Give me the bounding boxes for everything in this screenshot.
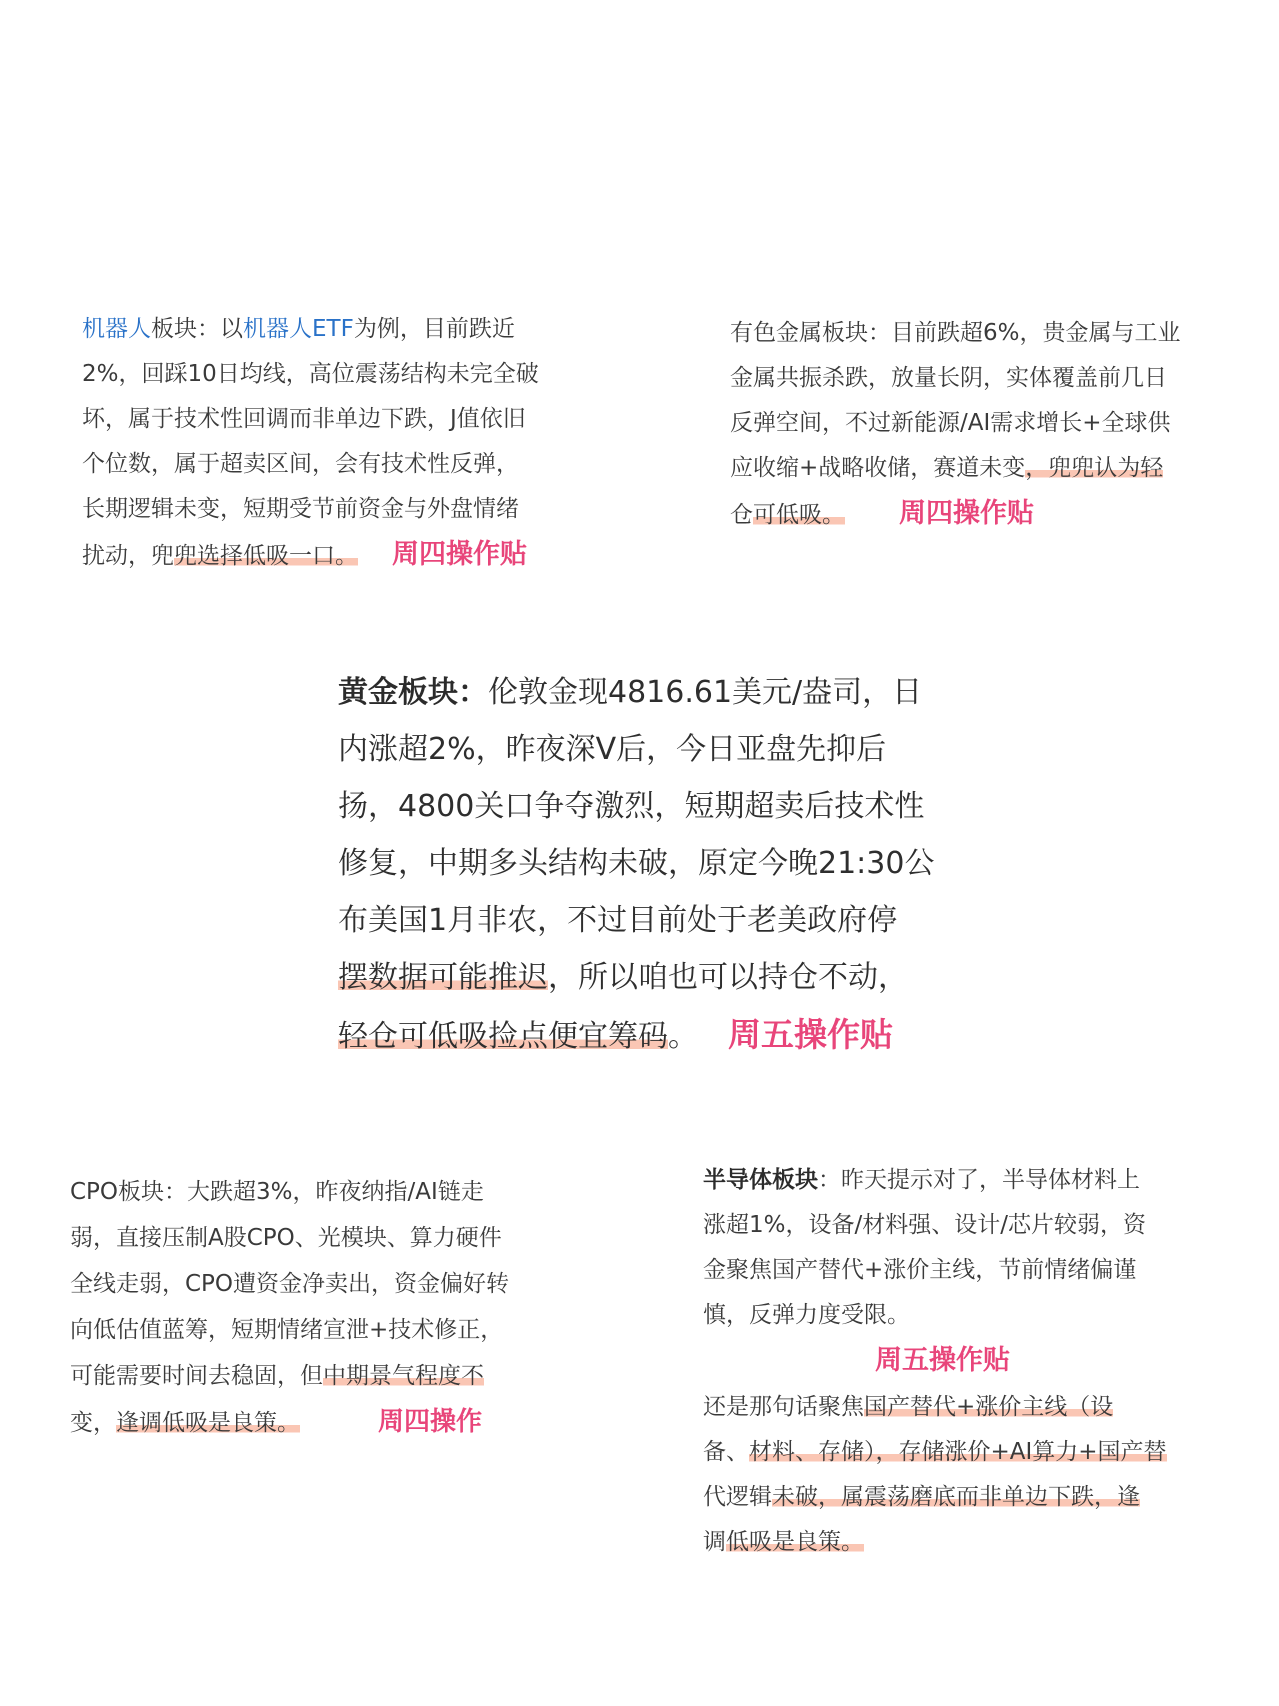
gold-line-4: 修复，中期多头结构未破，原定今晚21:30公 — [338, 846, 935, 881]
metal-sector-card — [730, 311, 1250, 538]
gold-title: 黄金板块： — [338, 675, 488, 710]
metal-highlight-2: 可低吸。 — [753, 502, 845, 528]
semi-line-4: 慎，反弹力度受限。 — [703, 1302, 910, 1328]
gold-line-7: 轻仓可低吸捡点便宜筹码。 周五操作贴 — [338, 1006, 978, 1065]
robot-line-2: 2%，回踩10日均线，高位震荡结构未完全破 — [82, 361, 539, 387]
metal-line-4: 应收缩+战略收储，赛道未变，兜兜认为轻 — [730, 455, 1164, 481]
cpo-line-5: 可能需要时间去稳固，但中期景气程度不 — [70, 1363, 484, 1389]
gold-line-6: 摆数据可能推迟，所以咱也可以持仓不动， — [338, 960, 908, 995]
gold-line-3: 扬，4800关口争夺激烈，短期超卖后技术性 — [338, 789, 925, 824]
cpo-line-2: 弱，直接压制A股CPO、光模块、算力硬件 — [70, 1225, 502, 1251]
semi-line-1: 半导体板块：昨天提示对了，半导体材料上 — [703, 1167, 1140, 1193]
robot-line-1: 机器人板块：以机器人ETF为例，目前跌近 — [82, 316, 515, 342]
robot-tag: 周四操作贴 — [392, 539, 527, 570]
semi-line-3: 金聚焦国产替代+涨价主线，节前情绪偏谨 — [703, 1257, 1137, 1283]
semi-highlight-4: 低吸是良策。 — [726, 1529, 864, 1555]
cpo-tag: 周四操作 — [378, 1407, 483, 1437]
semi-highlight-1: 国产替代+涨价主线（设 — [864, 1394, 1114, 1420]
gold-sector-card — [338, 664, 978, 1065]
robot-line-6: 扰动，兜兜选择低吸一口。 周四操作贴 — [82, 532, 592, 579]
semi-line-2: 涨超1%，设备/材料强、设计/芯片较弱，资 — [703, 1212, 1146, 1238]
robot-etf-keyword: 机器人ETF — [243, 316, 354, 342]
robot-keyword: 机器人 — [82, 316, 151, 342]
robot-line-4: 个位数，属于超卖区间，会有技术性反弹， — [82, 451, 519, 477]
cpo-highlight-2: 逢调低吸是良策。 — [116, 1410, 300, 1436]
metal-line-3: 反弹空间，不过新能源/AI需求增长+全球供 — [730, 410, 1171, 436]
semi-p2-line-1: 还是那句话聚焦国产替代+涨价主线（设 — [703, 1394, 1114, 1420]
robot-sector-card — [82, 307, 592, 579]
gold-line-2: 内涨超2%，昨夜深V后，今日亚盘先抑后 — [338, 732, 887, 767]
semi-title: 半导体板块 — [703, 1167, 818, 1193]
cpo-line-6: 变，逢调低吸是良策。 周四操作 — [70, 1399, 590, 1446]
gold-line-5: 布美国1月非农，不过目前处于老美政府停 — [338, 903, 898, 938]
semi-highlight-3: 未破，属震荡磨底而非单边下跌，逢 — [772, 1484, 1140, 1510]
semi-p2-line-3: 代逻辑未破，属震荡磨底而非单边下跌，逢 — [703, 1484, 1140, 1510]
metal-highlight-1: ，兜兜认为轻 — [1025, 455, 1164, 481]
cpo-highlight-1: 中期景气程度不 — [323, 1363, 484, 1389]
gold-line-1: 黄金板块：伦敦金现4816.61美元/盎司，日 — [338, 675, 923, 710]
metal-tag: 周四操作贴 — [899, 498, 1034, 529]
cpo-line-3: 全线走弱，CPO遭资金净卖出，资金偏好转 — [70, 1271, 510, 1297]
metal-line-5: 仓可低吸。 周四操作贴 — [730, 491, 1250, 538]
semiconductor-sector-card — [703, 1158, 1223, 1565]
semi-p2-line-4: 调低吸是良策。 — [703, 1529, 864, 1555]
semi-p2-line-2: 备、材料、存储），存储涨价+AI算力+国产替 — [703, 1439, 1167, 1465]
robot-highlight: 兜选择低吸一口。 — [174, 543, 358, 569]
gold-tag: 周五操作贴 — [728, 1015, 893, 1054]
semi-highlight-2: 材料、存储），存储涨价+AI算力+国产替 — [749, 1439, 1167, 1465]
gold-highlight-1: 摆数据可能推迟 — [338, 960, 548, 995]
robot-line-5: 长期逻辑未变，短期受节前资金与外盘情绪 — [82, 496, 519, 522]
metal-line-1: 有色金属板块：目前跌超6%，贵金属与工业 — [730, 320, 1181, 346]
gold-highlight-2: 轻仓可低吸捡点便宜筹码 — [338, 1019, 668, 1054]
semi-tag-line — [703, 1338, 1223, 1385]
metal-line-2: 金属共振杀跌，放量长阴，实体覆盖前几日 — [730, 365, 1167, 391]
cpo-sector-card — [70, 1169, 590, 1446]
semi-tag: 周五操作贴 — [875, 1345, 1010, 1376]
cpo-line-4: 向低估值蓝筹，短期情绪宣泄+技术修正， — [70, 1317, 504, 1343]
robot-line-3: 坏，属于技术性回调而非单边下跌，J值依旧 — [82, 406, 526, 432]
cpo-line-1: CPO板块：大跌超3%，昨夜纳指/AI链走 — [70, 1179, 484, 1205]
